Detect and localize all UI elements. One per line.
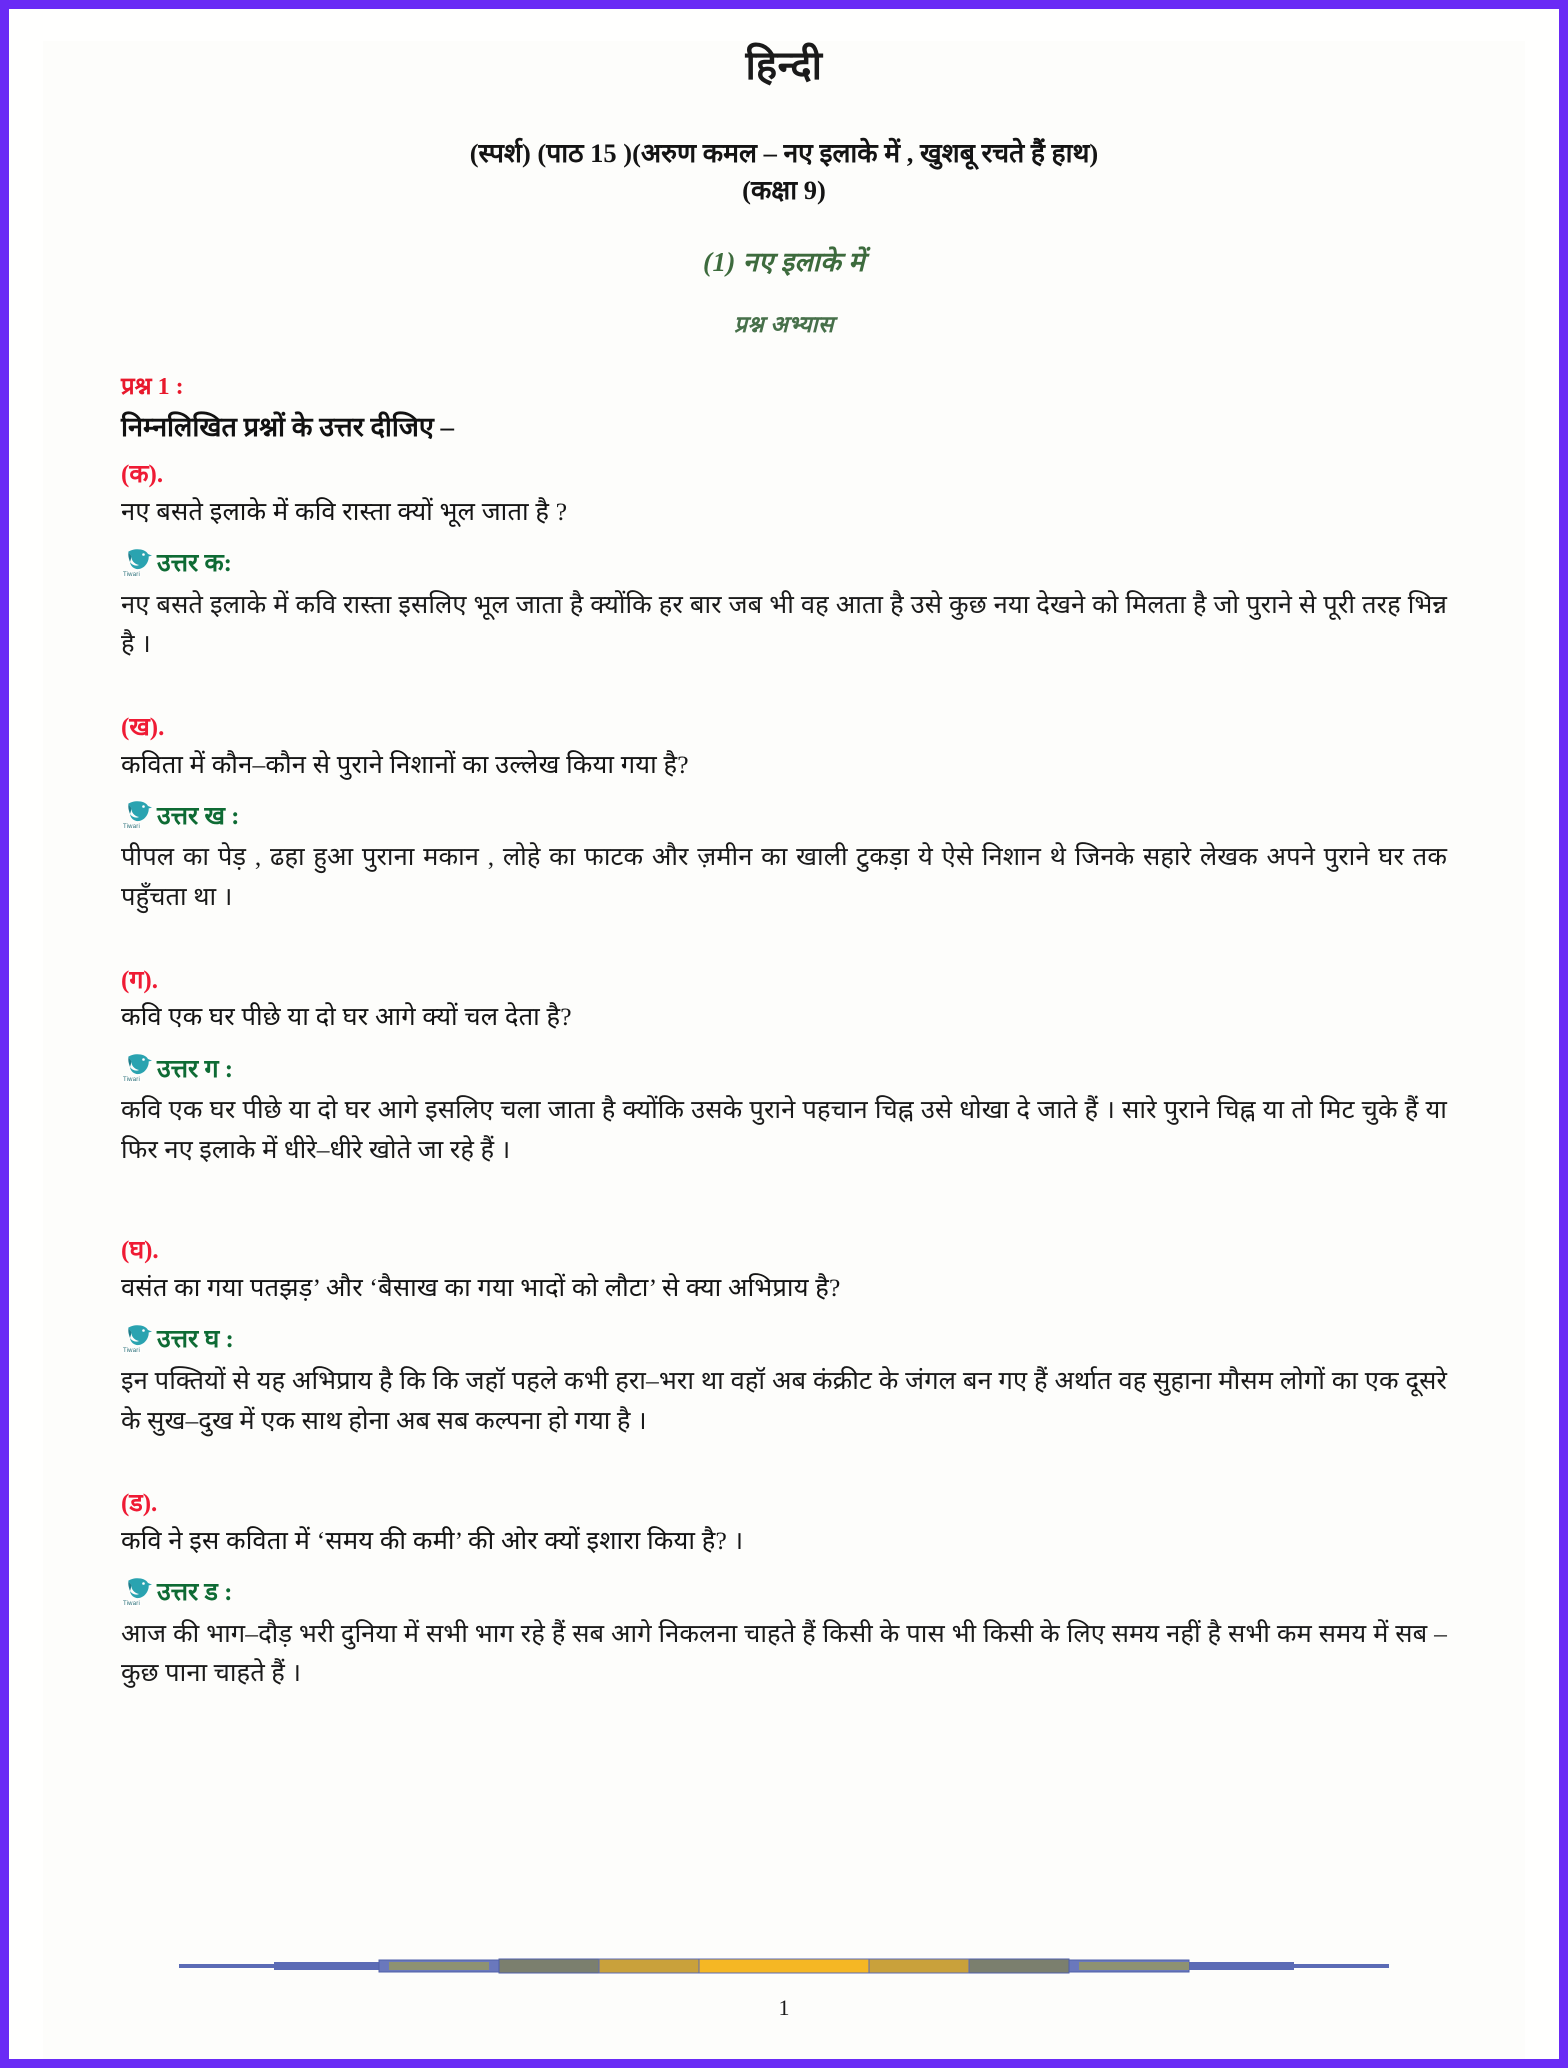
answer-text: कवि एक घर पीछे या दो घर आगे इसलिए चला जाता है क्योंकि उसके पुराने पहचान चिह्न उसे धोखा दे जाते हैं । सारे पुराने चिह्न या तो मिट चुके हैं या फिर नए इलाके में धीरे–धीरे खोते जा रहे हैं । (121, 1095, 1447, 1164)
question-text: कविता में कौन–कौन से पुराने निशानों का उल्लेख किया गया है? (121, 749, 689, 779)
answer-text: नए बसते इलाके में कवि रास्ता इसलिए भूल जाता है क्योंकि हर बार जब भी वह आता है उसे कुछ नया देखने को मिलता है जो पुराने से पूरी तरह भिन्न है । (121, 589, 1447, 659)
bird-icon (121, 1319, 155, 1353)
answer-label-row (121, 1048, 1447, 1083)
decorative-divider (43, 1949, 1525, 1983)
page-footer (43, 1949, 1525, 2021)
document-subtitle (121, 135, 1447, 208)
subtitle-line-2: (कक्षा 9) (742, 174, 826, 205)
bird-icon (121, 1572, 155, 1606)
exercise-heading: प्रश्न अभ्यास (734, 312, 834, 338)
qa-block (121, 461, 1447, 664)
part-label: (ग). (121, 966, 158, 994)
brand-text: Tiwari (123, 1347, 140, 1354)
spacer (121, 1169, 1447, 1221)
question-text: नए बसते इलाके में कवि रास्ता क्यों भूल जाता है ? (121, 496, 568, 526)
spacer (121, 917, 1447, 951)
brand-text: Tiwari (123, 824, 140, 831)
answer-text: पीपल का पेड़ , ढहा हुआ पुराना मकान , लोहे का फाटक और ज़मीन का खाली टुकड़ा ये ऐसे निशान थे जिनके सहारे लेखक अपने पुराने घर तक पहुँचता था । (121, 842, 1447, 911)
qa-block (121, 967, 1447, 1170)
part-label: (क). (121, 461, 164, 489)
bird-icon (121, 1048, 155, 1082)
bird-icon (121, 543, 155, 577)
answer-label: उत्तर ड : (157, 1579, 233, 1607)
qa-block (121, 714, 1447, 917)
question-number-label: प्रश्न 1 : (121, 374, 184, 401)
question-text: वसंत का गया पतझड़’ और ‘बैसाख का गया भादों को लौटा’ से क्या अभिप्राय है? (121, 1273, 841, 1303)
spacer (121, 1440, 1447, 1474)
page-title: हिन्दी (745, 43, 823, 88)
bird-icon (121, 795, 155, 829)
question-text: कवि ने इस कविता में ‘समय की कमी’ की ओर क्यों इशारा किया है? । (121, 1525, 744, 1555)
page-number: 1 (778, 1995, 790, 2020)
part-label: (ड). (121, 1490, 158, 1518)
qa-block (121, 1490, 1447, 1693)
brand-text: Tiwari (123, 1077, 140, 1084)
part-label: (घ). (121, 1237, 159, 1265)
question-text: कवि एक घर पीछे या दो घर आगे क्यों चल देता है? (121, 1002, 572, 1032)
part-label: (ख). (121, 713, 165, 741)
subtitle-line-1: (स्पर्श) (पाठ 15 )(अरुण कमल – नए इलाके में , खुशबू रचते हैं हाथ) (469, 138, 1099, 168)
brand-text: Tiwari (123, 571, 140, 578)
answer-label-row (121, 543, 1447, 578)
answer-label: उत्तर ग : (157, 1055, 234, 1083)
answer-text: आज की भाग–दौड़ भरी दुनिया में सभी भाग रहे हैं सब आगे निकलना चाहते हैं किसी के पास भी किसी के लिए समय नहीं है सभी कम समय में सब –कुछ पाना चाहते हैं । (121, 1618, 1447, 1688)
spacer (121, 664, 1447, 698)
answer-label: उत्तर ख : (157, 802, 240, 830)
answer-label-row (121, 1319, 1447, 1354)
answer-text: इन पक्तियों से यह अभिप्राय है कि कि जहॉ पहले कभी हरा–भरा था वहॉ अब कंक्रीट के जंगल बन गए हैं अर्थात वह सुहाना मौसम लोगों का एक दूसरे के सुख–दुख में एक साथ होना अब सब कल्पना हो गया है । (121, 1365, 1447, 1435)
qa-block (121, 1237, 1447, 1440)
chapter-heading: (1) नए इलाके में (703, 247, 865, 278)
answer-label: उत्तर घ : (157, 1326, 234, 1354)
answer-label-row (121, 795, 1447, 830)
page-sheet (43, 41, 1525, 2065)
brand-text: Tiwari (123, 1600, 140, 1607)
answer-label-row (121, 1572, 1447, 1607)
question-instruction: निम्नलिखित प्रश्नों के उत्तर दीजिए – (121, 411, 455, 442)
answer-label: उत्तर क: (157, 550, 232, 578)
